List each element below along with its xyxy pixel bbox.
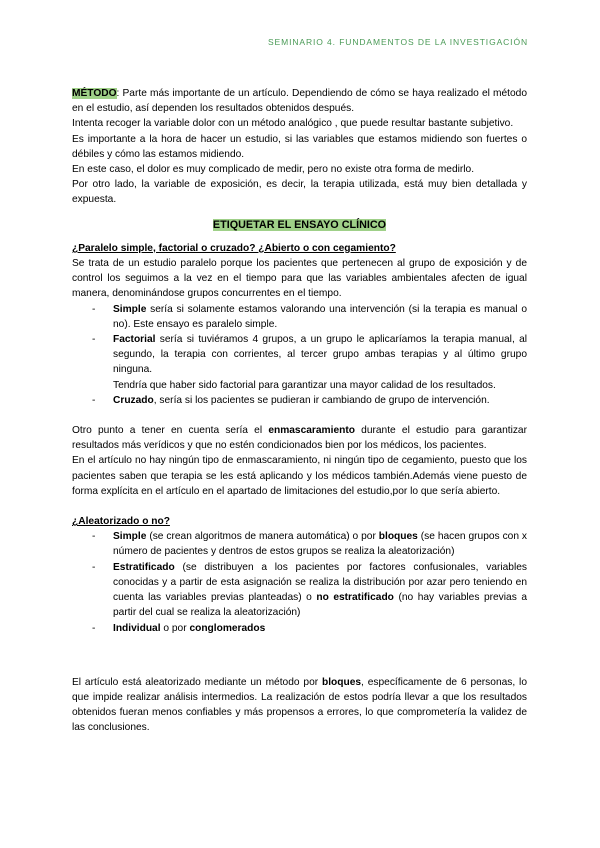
list-item (92, 393, 527, 408)
term-estratificado: Estratificado (113, 561, 175, 573)
list-item (92, 332, 527, 393)
text: El artículo está aleatorizado mediante un método por (72, 676, 322, 688)
term-factorial: Factorial (113, 334, 156, 346)
dash-bullet: - (92, 303, 96, 315)
item-text: (se hacen grupos con x número de pacientes y dentros de estos grupos se realiza la aleatorización) (113, 531, 528, 558)
item-text: sería si solamente estamos valorando una intervención (si la terapia es manual o no). Este ensayo es paralelo simple. (113, 303, 527, 330)
item-text: (no hay variables previas a partir del cual se realiza la aleatorización) (113, 592, 527, 619)
item-text: , sería si los pacientes se pudieran ir cambiando de grupo de intervención. (153, 394, 490, 406)
dash-bullet: - (92, 334, 96, 346)
list-item (92, 529, 528, 559)
term-conglomerados: conglomerados (189, 622, 266, 634)
metodo-paragraph-3: Es importante a la hora de hacer un estudio, si las variables que estamos midiendo son fuertes o débiles y cómo las estamos midiendo. (72, 133, 527, 160)
question-heading-1: ¿Paralelo simple, factorial o cruzado? ¿Abierto o con cegamiento? (72, 242, 396, 254)
term-individual: Individual (113, 622, 161, 634)
term-no-estratificado: no estratificado (316, 592, 394, 604)
question-heading-2: ¿Aleatorizado o no? (72, 516, 170, 528)
metodo-paragraph-2: Intenta recoger la variable dolor con un método analógico , que puede resultar bastante subjetivo. (72, 118, 514, 130)
term-bloques: bloques (321, 676, 362, 688)
metodo-text: : Parte más importante de un artículo. Dependiendo de cómo se haya realizado el método en el estudio, así dependen los resultados obtenidos después. (72, 88, 527, 115)
item-text: (se distribuyen a los pacientes por factores confusionales, variables conocidas y a partir de esta asignación se realiza la distribución por azar pero teniendo en cuenta las variables previas planteadas) o (113, 561, 527, 604)
section-title-text: ETIQUETAR EL ENSAYO CLÍNICO (212, 218, 387, 231)
design-type-list (72, 302, 527, 408)
dash-bullet: - (92, 531, 96, 543)
text: , específicamente de 6 personas, lo que impide realizar análisis intermedios. La realización de estos podría llevar a que los resultados obtenidos fueran menos confiables y más propensos a errores, lo que comprometería la validez de las conclusiones. (72, 676, 527, 734)
page-header: SEMINARIO 4. FUNDAMENTOS DE LA INVESTIGACIÓN (267, 37, 528, 47)
text: Otro punto a tener en cuenta sería el (72, 425, 269, 437)
masking-paragraph-2: En el artículo no hay ningún tipo de enmascaramiento, ni ningún tipo de cegamiento, puesto que los pacientes saben que terapia se les está aplicando y los médicos también.Además viene puesto de forma explícita en el artículo en el apartado de limitaciones del estudio,por lo que sería abierto. (72, 455, 527, 497)
list-item (92, 560, 527, 621)
term-simple: Simple (113, 303, 147, 315)
q1-intro: Se trata de un estudio paralelo porque los pacientes que pertenecen al grupo de exposición y de control los seguimos a la vez en el tiempo para que las variables ambientales afecten de igual manera, denominándose grupos concurrentes en el tiempo. (72, 258, 527, 300)
document-body (72, 86, 527, 736)
dash-bullet: - (92, 622, 96, 634)
metodo-label: MÉTODO (72, 88, 117, 99)
dash-bullet: - (92, 561, 96, 573)
dash-bullet: - (92, 394, 96, 406)
text: durante el estudio para garantizar resultados más verídicos y que no estén condicionados bien por los médicos, los pacientes. (72, 425, 527, 452)
item-text: sería si tuviéramos 4 grupos, a un grupo le aplicaríamos la terapia manual, al segundo, la terapia con corrientes, al tercer grupo ambas terapias y al último grupo ninguna. (113, 334, 527, 376)
term-enmascaramiento: enmascaramiento (268, 425, 355, 437)
conclusion-paragraph (72, 675, 527, 736)
list-item (92, 621, 527, 636)
item-text: Tendría que haber sido factorial para garantizar una mayor calidad de los resultados. (113, 379, 496, 391)
term-bloques: bloques (378, 531, 418, 543)
metodo-paragraph-4: En este caso, el dolor es muy complicado de medir, pero no existe otra forma de medirlo. (72, 164, 475, 176)
list-item (92, 302, 527, 332)
section-title (72, 218, 527, 233)
randomization-list (72, 529, 527, 635)
term-simple: Simple (113, 531, 147, 543)
item-text: (se crean algoritmos de manera automática) o por (146, 531, 379, 543)
item-text: o por (160, 622, 190, 634)
metodo-paragraph (72, 86, 527, 116)
metodo-paragraph-5: Por otro lado, la variable de exposición, es decir, la terapia utilizada, está muy bien detallada y expuesta. (72, 179, 527, 206)
term-cruzado: Cruzado (113, 394, 154, 406)
masking-paragraph (72, 423, 527, 453)
